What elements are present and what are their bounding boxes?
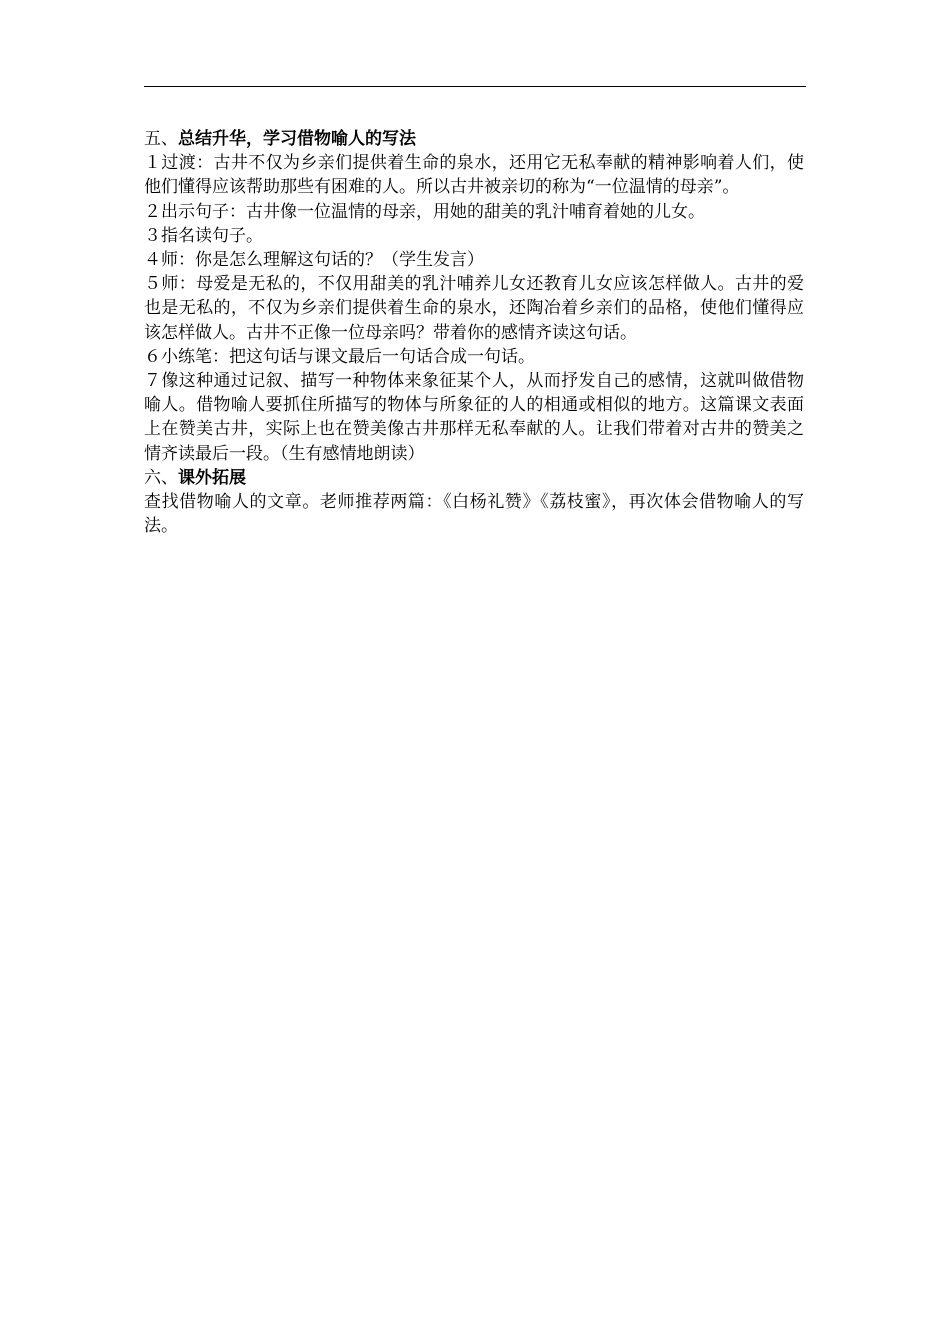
- paragraph-item-4: ４师：你是怎么理解这句话的？（学生发言）: [144, 250, 484, 271]
- paragraph-item-6: ６小练笔：把这句话与课文最后一句话合成一句话。: [144, 346, 535, 367]
- paragraph-item-1: １过渡：古井不仅为乡亲们提供着生命的泉水，还用它无私奉献的精神影响着人们，使他们懂得应该帮助那些有困难的人。所以古井被亲切的称为“一位温情的母亲”。: [144, 153, 804, 198]
- paragraph-item-2: ２出示句子：古井像一位温情的母亲，用她的甜美的乳汁哺育着她的儿女。: [144, 201, 705, 222]
- paragraph-item-5: ５师：母爱是无私的，不仅用甜美的乳汁哺养儿女还教育儿女应该怎样做人。古井的爱也是无私的，不仅为乡亲们提供着生命的泉水，还陶冶着乡亲们的品格，使他们懂得应该怎样做人。古井不正像一位母亲吗？带着你的感情齐读这句话。: [144, 274, 804, 343]
- section-5-heading: [144, 127, 804, 151]
- section-6-heading: [144, 466, 804, 490]
- header-rule: [144, 86, 806, 87]
- section-5-number: 五、: [144, 129, 178, 149]
- section-5-title: 总结升华，学习借物喻人的写法: [178, 129, 416, 149]
- paragraph-item-3: ３指名读句子。: [144, 225, 263, 246]
- paragraph-item-7: ７像这种通过记叙、描写一种物体来象征某个人，从而抒发自己的感情，这就叫做借物喻人。借物喻人要抓住所描写的物体与所象征的人的相通或相似的地方。这篇课文表面上在赞美古井，实际上也在赞美像古井那样无私奉献的人。让我们带着对古井的赞美之情齐读最后一段。（生有感情地朗读）: [144, 371, 804, 464]
- section-6-number: 六、: [144, 467, 178, 488]
- section-6-body: 查找借物喻人的文章。老师推荐两篇：《白杨礼赞》《荔枝蜜》，再次体会借物喻人的写法。: [144, 492, 804, 537]
- document-body: [144, 127, 804, 538]
- section-6-title: 课外拓展: [178, 467, 246, 488]
